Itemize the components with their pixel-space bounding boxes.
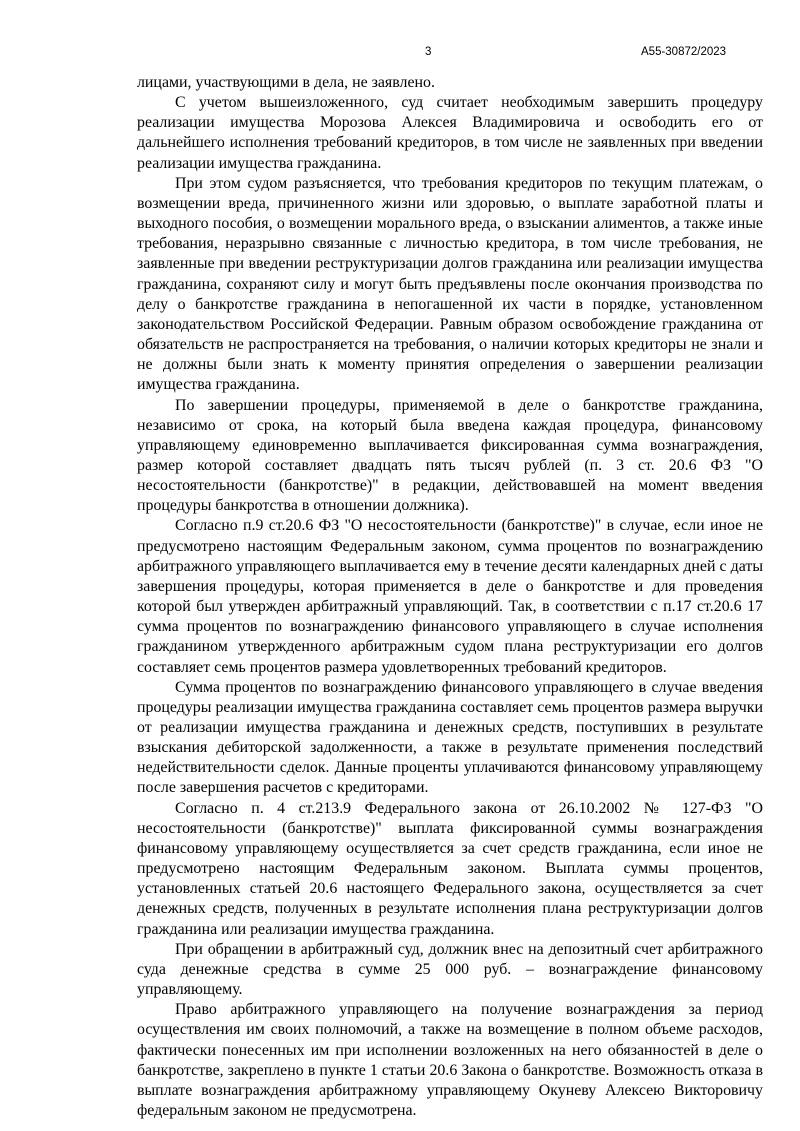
paragraph: Согласно п.9 ст.20.6 ФЗ "О несостоятельности (банкротстве)" в случае, если иное не предусмотрено настоящим Федеральным законом, сумма процентов по вознаграждению арбитражного управляющего выплачивается ему в течение десяти календарных дней с даты завершения процедуры, которая применяется в деле о банкротстве и для проведения которой был утвержден арбитражный управляющий. Так, в соответствии с п.17 ст.20.6 17 сумма процентов по вознаграждению финансового управляющего в случае исполнения гражданином утвержденного арбитражным судом плана реструктуризации его долгов составляет семь процентов размера удовлетворенных требований кредиторов.: [137, 517, 763, 676]
paragraph-continuation: лицами, участвующими в дела, не заявлено.: [137, 74, 435, 91]
paragraph: Согласно п. 4 ст.213.9 Федерального закона от 26.10.2002 № 127-ФЗ "О несостоятельности (банкротстве)" выплата фиксированной суммы вознаграждения финансовому управляющему осуществляется за счет средств гражданина, если иное не предусмотрено настоящим Федеральным законом. Выплата суммы процентов, установленных статьей 20.6 настоящего Федерального закона, осуществляется за счет денежных средств, полученных в результате исполнения плана реструктуризации долгов гражданина или реализации имущества гражданина.: [137, 799, 763, 938]
page-number: 3: [425, 46, 432, 58]
paragraph: Право арбитражного управляющего на получение вознаграждения за период осуществления им своих полномочий, а также на возмещение в полном объеме расходов, фактически понесенных им при исполнении возложенных на него обязанностей в деле о банкротстве, закреплено в пункте 1 статьи 20.6 Закона о банкротстве. Возможность отказа в выплате вознаграждения арбитражному управляющему Окуневу Алексею Викторовичу федеральным законом не предусмотрена.: [137, 1001, 763, 1119]
paragraph: По завершении процедуры, применяемой в деле о банкротстве гражданина, независимо от срока, на который была введена каждая процедура, финансовому управляющему единовременно выплачивается фиксированная сумма вознаграждения, размер которой составляет двадцать пять тысяч рублей (п. 3 ст. 20.6 ФЗ "О несостоятельности (банкротстве)" в редакции, действовавшей на момент введения процедуры банкротства в отношении должника).: [137, 396, 763, 515]
paragraph: При обращении в арбитражный суд, должник внес на депозитный счет арбитражного суда денежные средства в сумме 25 000 руб. – вознаграждение финансовому управляющему.: [137, 940, 763, 999]
document-body: [137, 73, 763, 1121]
paragraph: При этом судом разъясняется, что требования кредиторов по текущим платежам, о возмещении вреда, причиненного жизни или здоровью, о выплате заработной платы и выходного пособия, о возмещении морального вреда, о взыскании алиментов, а также иные требования, неразрывно связанные с личностью кредитора, в том числе требования, не заявленные при введении реструктуризации долгов гражданина или реализации имущества гражданина, сохраняют силу и могут быть предъявлены после окончания производства по делу о банкротстве гражданина в непогашенной их части в порядке, установленном законодательством Российской Федерации. Равным образом освобождение гражданина от обязательств не распространяется на требования, о наличии которых кредиторы не знали и не должны были знать к моменту принятия определения о завершении реализации имущества гражданина.: [137, 174, 763, 394]
case-number: А55-30872/2023: [641, 46, 727, 58]
paragraph: С учетом вышеизложенного, суд считает необходимым завершить процедуру реализации имущества Морозова Алексея Владимировича и освободить его от дальнейшего исполнения требований кредиторов, в том числе не заявленных при введении реализации имущества гражданина.: [137, 94, 763, 172]
paragraph: Сумма процентов по вознаграждению финансового управляющего в случае введения процедуры реализации имущества гражданина составляет семь процентов размера выручки от реализации имущества гражданина и денежных средств, поступивших в результате взыскания дебиторской задолженности, а также в результате применения последствий недействительности сделок. Данные проценты уплачиваются финансовому управляющему после завершения расчетов с кредиторами.: [137, 678, 763, 797]
